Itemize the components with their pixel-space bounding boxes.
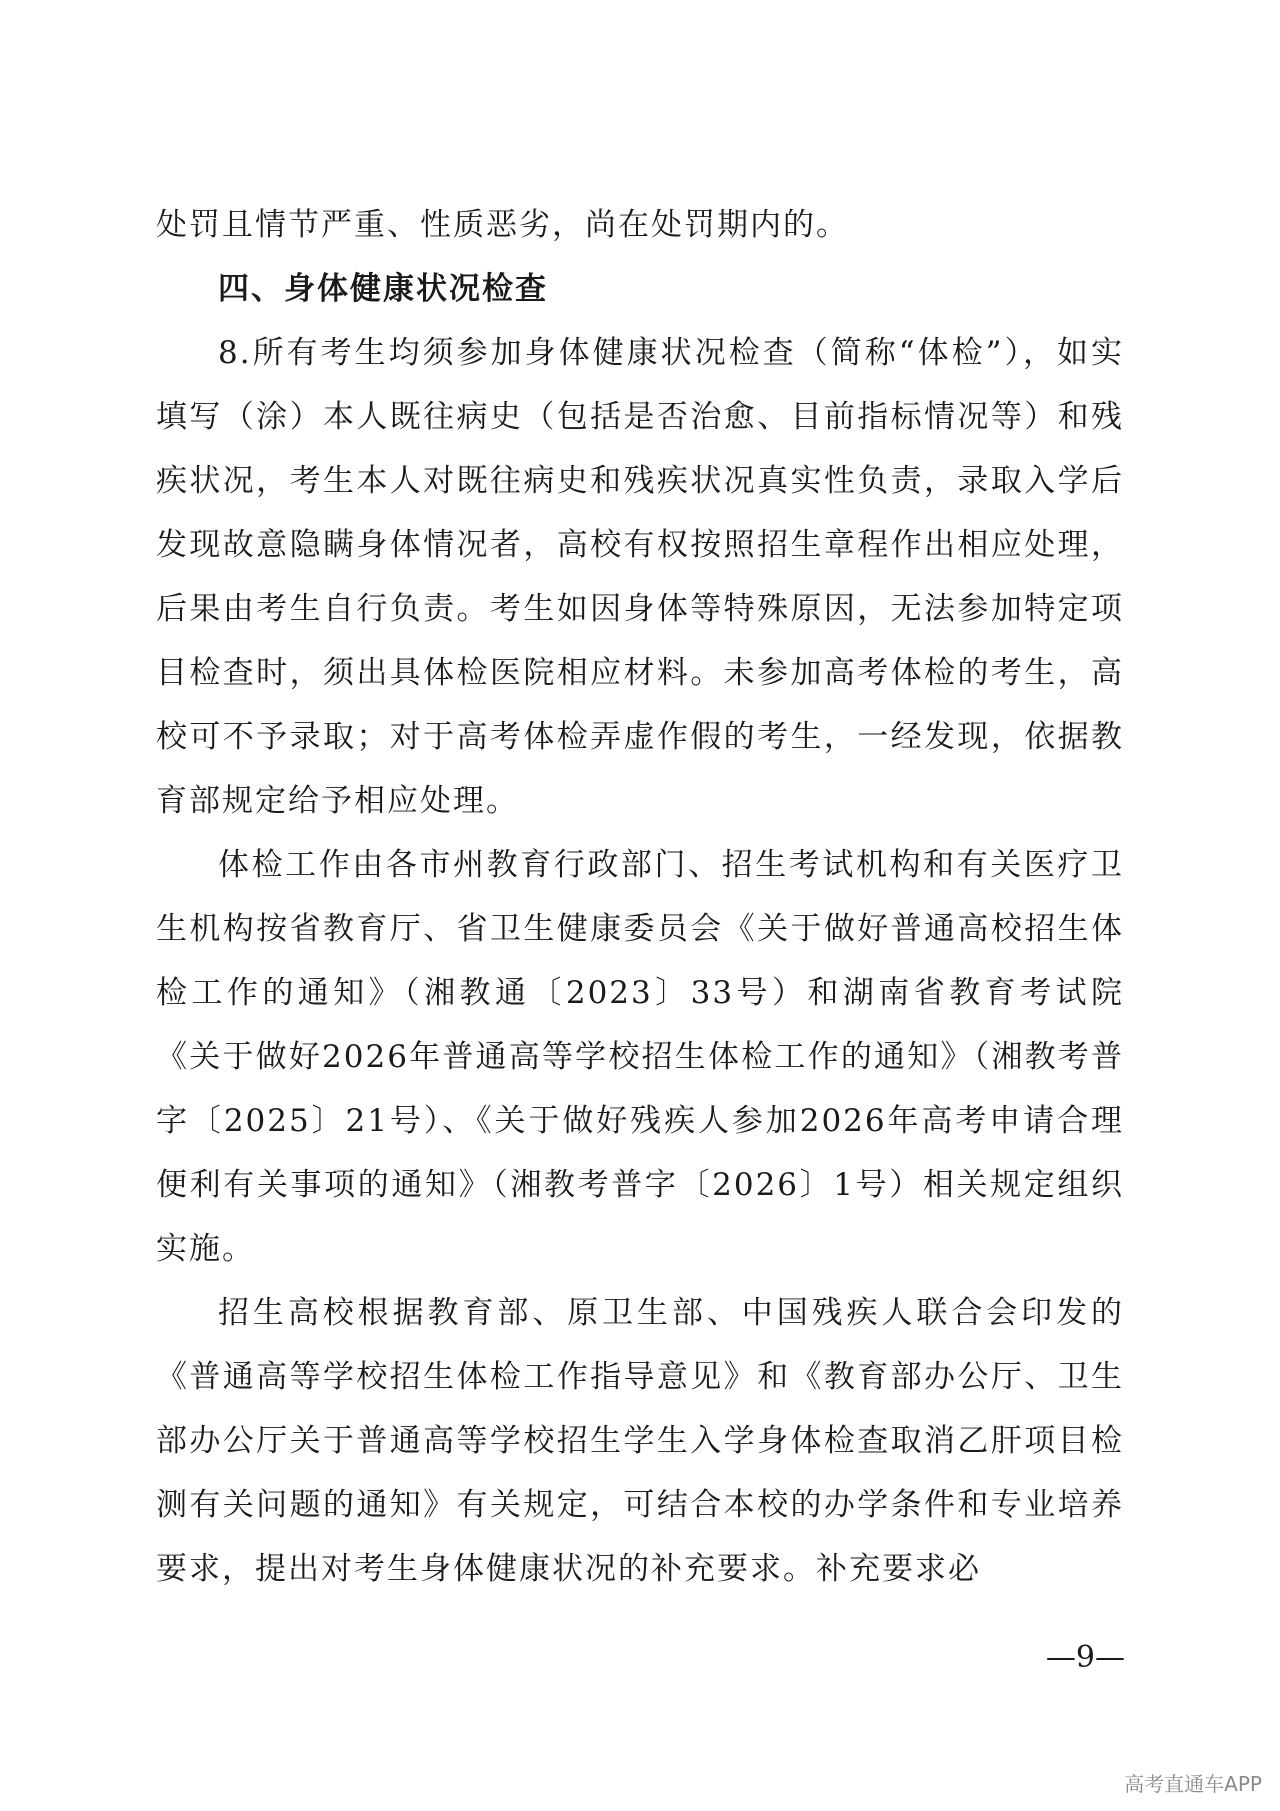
document-body [156,193,1124,1601]
paragraph-university-requirements: 招生高校根据教育部、原卫生部、中国残疾人联合会印发的《普通高等学校招生体检工作指导意见》和《教育部办公厅、卫生部办公厅关于普通高等学校招生学生入学身体检查取消乙肝项目检测有关问题的通知》有关规定，可结合本校的办学条件和专业培养要求，提出对考生身体健康状况的补充要求。补充要求必 [156,1295,1124,1587]
section-heading: 四、身体健康状况检查 [218,271,548,307]
paragraph-exam-organization: 体检工作由各市州教育行政部门、招生考试机构和有关医疗卫生机构按省教育厅、省卫生健康委员会《关于做好普通高校招生体检工作的通知》（湘教通〔2023〕33号）和湖南省教育考试院《关于做好2026年普通高等学校招生体检工作的通知》（湘教考普字〔2025〕21号）、《关于做好残疾人参加2026年高考申请合理便利有关事项的通知》（湘教考普字〔2026〕1号）相关规定组织实施。 [156,847,1124,1267]
page-number: —9— [1045,1640,1125,1675]
app-watermark: 高考直通车APP [1124,1772,1262,1796]
paragraph-continuation: 处罚且情节严重、性质恶劣，尚在处罚期内的。 [156,207,849,243]
paragraph-physical-exam-requirement: 8.所有考生均须参加身体健康状况检查（简称“体检”），如实填写（涂）本人既往病史（包括是否治愈、目前指标情况等）和残疾状况，考生本人对既往病史和残疾状况真实性负责，录取入学后发现故意隐瞒身体情况者，高校有权按照招生章程作出相应处理，后果由考生自行负责。考生如因身体等特殊原因，无法参加特定项目检查时，须出具体检医院相应材料。未参加高考体检的考生，高校可不予录取；对于高考体检弄虚作假的考生，一经发现，依据教育部规定给予相应处理。 [156,335,1124,819]
